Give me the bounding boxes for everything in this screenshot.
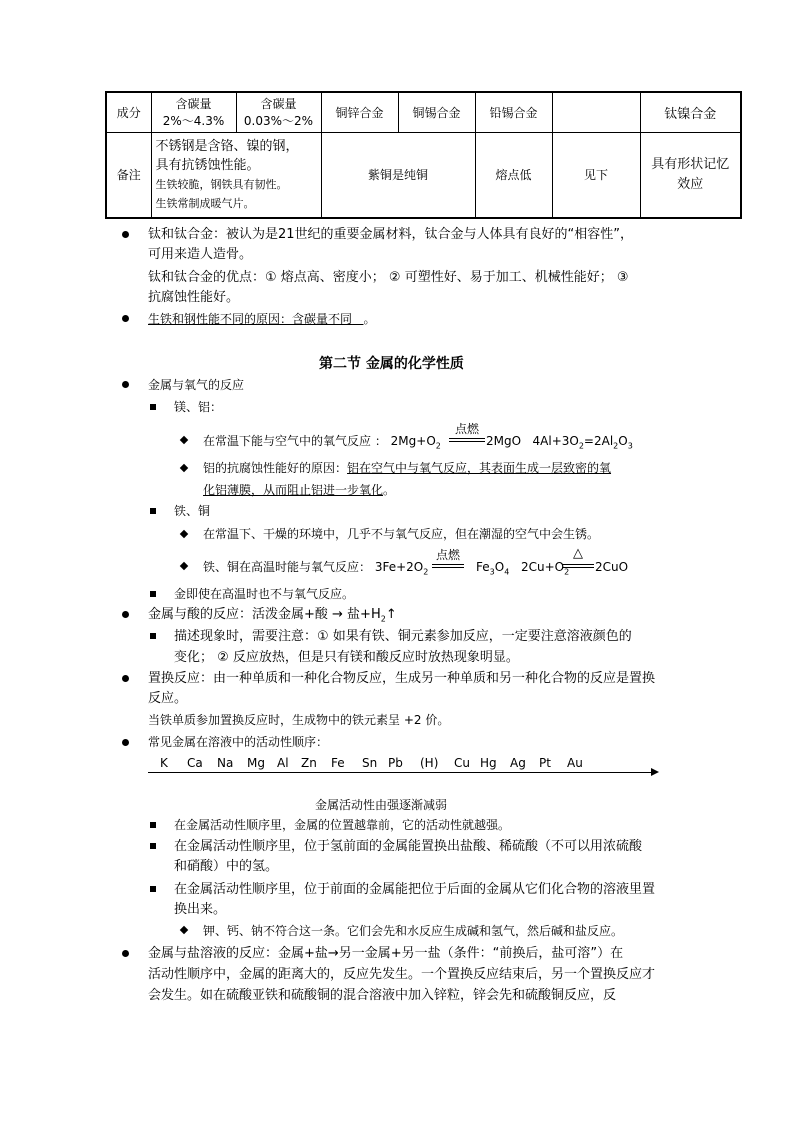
iron-steel-diff xyxy=(148,310,375,328)
activity-rule: 在金属活动性顺序里，位于前面的金属能把位于后面的金属从它们化合物的溶液里置 xyxy=(174,882,656,897)
bullet-icon xyxy=(122,231,129,238)
subscript: 3 xyxy=(627,441,633,451)
table-cell: 见下 xyxy=(552,132,640,218)
square-bullet-icon xyxy=(150,886,156,892)
table-cell: 钛镍合金 xyxy=(640,92,741,132)
cell-line: 含碳量 xyxy=(175,97,212,112)
subscript: 2 xyxy=(435,441,441,451)
titanium-advantage: 抗腐蚀性能好。 xyxy=(148,290,240,305)
eq-right: O xyxy=(494,560,505,574)
reaction-line xyxy=(562,564,594,565)
metal-symbol: Zn xyxy=(301,756,317,770)
table-cell: 紫铜是纯铜 xyxy=(321,132,475,218)
metal-symbol: Pb xyxy=(388,756,403,770)
titanium-text: 可用来造人造骨。 xyxy=(148,247,253,262)
cell-line: 不锈钢是含铬、镍的钢， xyxy=(155,138,299,154)
titanium-text: 钛和钛合金：被认为是21世纪的重要金属材料，钛合金与人体具有良好的“相容性”， xyxy=(148,227,634,242)
cell-line: 具有抗锈蚀性能。 xyxy=(155,157,260,173)
fe-cu-equation xyxy=(203,558,428,581)
condition-label: 点燃 xyxy=(454,422,479,436)
bullet-icon xyxy=(122,315,129,322)
subscript: 2 xyxy=(578,441,584,451)
cell-line: 具有形状记忆 xyxy=(651,156,730,172)
subscript: 2 xyxy=(564,567,570,577)
table-cell: 熔点低 xyxy=(475,132,552,218)
al-reason xyxy=(203,481,395,499)
subscript: 2 xyxy=(613,441,619,451)
table-cell xyxy=(552,92,640,132)
fe-cu-label: 铁、铜 xyxy=(174,504,211,518)
section-title: 第二节 金属的化学性质 xyxy=(319,356,464,372)
activity-exception: 钾、钙、钠不符合这一条。它们会先和水反应生成碱和氢气，然后碱和盐反应。 xyxy=(203,924,624,938)
salt-text: 活动性顺序中，金属的距离大的，反应先发生。一个置换反应结束后，另一个置换反应才 xyxy=(148,967,656,982)
metal-symbol: Cu xyxy=(454,756,470,770)
activity-heading: 常见金属在溶液中的活动性顺序： xyxy=(148,735,329,749)
displacement-text: 置换反应：由一种单质和一种化合物反应，生成另一种单质和另一种化合物的反应是置换 xyxy=(148,671,656,686)
activity-arrow-line xyxy=(148,772,654,773)
iron-valence-text: 当铁单质参加置换反应时，生成物中的铁元素呈 +2 价。 xyxy=(148,713,450,727)
displacement-text: 反应。 xyxy=(148,691,188,706)
table-cell xyxy=(236,92,321,132)
bullet-icon xyxy=(122,950,129,957)
eq-right: Fe xyxy=(476,560,490,574)
metal-symbol: Ca xyxy=(187,756,203,770)
blank-underline xyxy=(352,312,363,326)
fe-cu-text: 在常温下、干燥的环境中，几乎不与氧气反应，但在潮湿的空气中会生锈。 xyxy=(203,527,600,541)
metal-symbol: Sn xyxy=(362,756,378,770)
square-bullet-icon xyxy=(150,633,156,639)
bullet-icon xyxy=(122,675,129,682)
cu-product: 2CuO xyxy=(595,560,629,574)
salt-text: 金属与盐溶液的反应：金属+盐→另一金属+另一盐（条件：“前换后，盐可溶”）在 xyxy=(148,946,624,961)
alloy-table xyxy=(105,91,742,219)
activity-rule: 和硝酸）中的氢。 xyxy=(174,859,279,874)
reaction-line xyxy=(432,567,464,568)
square-bullet-icon xyxy=(150,591,156,597)
period: 。 xyxy=(363,312,376,326)
metal-symbol: K xyxy=(160,756,168,770)
arrow-head-icon xyxy=(651,768,659,776)
reason-text: 铝在空气中与氧气反应，其表面生成一层致密的氧 xyxy=(347,461,612,475)
square-bullet-icon xyxy=(150,404,156,410)
table-cell: 铜锌合金 xyxy=(321,92,398,132)
table-cell: 铅锡合金 xyxy=(475,92,552,132)
gold-text: 金即使在高温时也不与氧气反应。 xyxy=(174,587,355,601)
row-label: 备注 xyxy=(106,132,151,218)
metal-symbol: Au xyxy=(567,756,583,770)
row-label: 成分 xyxy=(106,92,151,132)
metal-symbol: (H) xyxy=(420,756,439,770)
mg-product xyxy=(486,432,633,455)
metal-symbol: Hg xyxy=(480,756,497,770)
reaction-line xyxy=(562,567,594,568)
period: 。 xyxy=(383,483,396,497)
reason-label: 铝的抗腐蚀性能好的原因： xyxy=(203,461,348,475)
metal-symbol: Mg xyxy=(247,756,265,770)
metal-symbol: Fe xyxy=(331,756,345,770)
table-cell: 铜锡合金 xyxy=(398,92,475,132)
activity-caption: 金属活动性由强逐渐减弱 xyxy=(315,798,448,812)
bullet-icon xyxy=(122,739,129,746)
diamond-bullet-icon xyxy=(180,464,188,472)
cell-line: 生铁较脆，钢铁具有韧性。 xyxy=(155,177,288,191)
up-arrow: ↑ xyxy=(385,607,397,622)
cell-line: 生铁常制成暖气片。 xyxy=(155,196,255,210)
subscript: 3 xyxy=(489,567,495,577)
metal-series xyxy=(160,754,587,772)
cell-line: 效应 xyxy=(677,176,704,192)
reaction-line xyxy=(432,564,464,565)
diamond-bullet-icon xyxy=(180,530,188,538)
oxygen-heading: 金属与氧气的反应 xyxy=(148,378,245,392)
titanium-advantage: 钛和钛合金的优点：① 熔点高、密度小； ② 可塑性好、易于加工、机械性能好； ③ xyxy=(148,270,629,285)
table-cell xyxy=(151,92,236,132)
square-bullet-icon xyxy=(150,843,156,849)
diamond-bullet-icon xyxy=(180,436,188,444)
bullet-icon xyxy=(122,381,129,388)
cell-line: 2%～4.3% xyxy=(162,114,225,129)
reaction-line xyxy=(449,441,485,442)
fe-product xyxy=(476,558,509,581)
condition-label: 点燃 xyxy=(435,548,460,562)
activity-rule: 在金属活动性顺序里，金属的位置越靠前，它的活动性就越强。 xyxy=(174,818,511,832)
al-eq: =2Al xyxy=(583,434,614,448)
table-row xyxy=(106,92,741,132)
mg-equation-line xyxy=(203,432,441,455)
salt-text: 会发生。如在硫酸亚铁和硫酸铜的混合溶液中加入锌粒，锌会先和硫酸铜反应，反 xyxy=(148,988,617,1003)
metal-symbol: Pt xyxy=(539,756,551,770)
eq-left: 2Mg+O xyxy=(390,434,436,448)
table-row xyxy=(106,132,741,218)
reason-text: 化铝薄膜，从而阻止铝进一步氧化 xyxy=(203,483,384,497)
diamond-bullet-icon xyxy=(180,562,188,570)
eq-text: 铁、铜在高温时能与氧气反应： xyxy=(203,560,372,574)
al-eq: 4Al+3O xyxy=(532,434,579,448)
eq-left: 2Cu+O xyxy=(521,560,565,574)
condition-label: △ xyxy=(573,546,583,561)
mg-al-label: 镁、铝： xyxy=(174,400,223,414)
diff-text: 生铁和钢性能不同的原因：含碳量不同 xyxy=(148,312,353,326)
subscript: 2 xyxy=(423,567,429,577)
acid-note: 变化； ② 反应放热，但是只有镁和酸反应时放热现象明显。 xyxy=(174,650,519,665)
table-cell-note xyxy=(151,132,321,218)
al-reason xyxy=(203,459,611,477)
square-bullet-icon xyxy=(150,822,156,828)
eq-left: 3Fe+2O xyxy=(374,560,424,574)
subscript: 2 xyxy=(380,614,386,624)
acid-text xyxy=(148,605,397,630)
eq-right: 2MgO xyxy=(486,434,522,448)
reaction-line xyxy=(449,438,485,439)
cell-line: 含碳量 xyxy=(260,97,297,112)
activity-rule: 换出来。 xyxy=(174,902,227,917)
acid-equation: 金属与酸的反应：活泼金属+酸 → 盐+H xyxy=(148,607,381,622)
activity-rule: 在金属活动性顺序里，位于氢前面的金属能置换出盐酸、稀硫酸（不可以用浓硫酸 xyxy=(174,839,643,854)
metal-symbol: Na xyxy=(217,756,234,770)
eq-text: 在常温下能与空气中的氧气反应 ： xyxy=(203,434,387,448)
square-bullet-icon xyxy=(150,508,156,514)
acid-note: 描述现象时，需要注意：① 如果有铁、铜元素参加反应，一定要注意溶液颜色的 xyxy=(174,629,632,644)
metal-symbol: Al xyxy=(277,756,289,770)
table-cell xyxy=(640,132,741,218)
cell-line: 0.03%～2% xyxy=(243,114,314,129)
diamond-bullet-icon xyxy=(180,926,188,934)
subscript: 4 xyxy=(504,567,510,577)
al-eq: O xyxy=(618,434,628,448)
bullet-icon xyxy=(122,611,129,618)
metal-symbol: Ag xyxy=(510,756,526,770)
